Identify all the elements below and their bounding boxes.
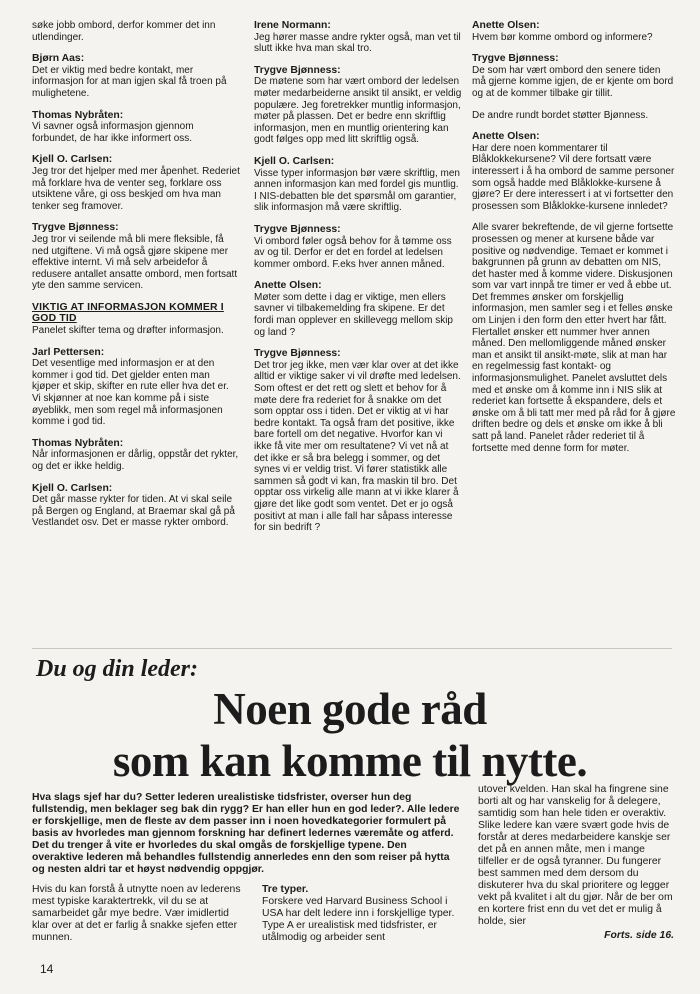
- statement-text: De som har vært ombord den senere tiden må gjerne komme igjen, de er kjente om bord og at de kommer tilbake gir tillit.: [472, 64, 674, 99]
- section-intro: Panelet skifter tema og drøfter informasjon.: [32, 325, 224, 337]
- speaker-name: Kjell O. Carlsen:: [254, 155, 335, 167]
- article-intro: Hva slags sjef har du? Setter lederen urealistiske tidsfrister, overser hun deg fullstendig, men beklager seg bak din rygg? Er han eller hun en god leder?. Alle ledere er forskjellige, men de fleste av dem passer inn i noen hovedkategorier formulert på basis av hvorledes man gjennom forskning har definert ledernes væremåte og atferd. Det du trenger å vite er hvorledes du skal omgås de forskjellige typene. Den overaktive lederen må behandles fullstendig annerledes enn den som reiser på hytta og nesten aldri tar et høyst nødvendig oppgjør.: [32, 792, 460, 875]
- section: [32, 302, 240, 337]
- page-number: 14: [40, 962, 54, 976]
- statement-text: Jeg hører masse andre rykter også, man vet til slutt ikke hva man skal tro.: [254, 31, 461, 55]
- speaker-name: Trygve Bjønness:: [254, 223, 341, 235]
- statement-text: Jeg tror det hjelper med mer åpenhet. Rederiet må forklare hva de venter seg, forklare oss utsiktene våre, gi oss beskjed om hva man tenker seg framover.: [32, 165, 240, 212]
- statement: [32, 53, 240, 99]
- statement: [254, 20, 462, 55]
- speaker-name: Jarl Pettersen:: [32, 346, 105, 358]
- article-column-2-text: Forskere ved Harvard Business School i USA har delt ledere inn i forskjellige typer. Type A er urealistisk med tidsfrister, er utålmodig og arbeider sent: [262, 896, 455, 943]
- paragraph-text: Alle svarer bekreftende, de vil gjerne fortsette prosessen og mener at kursene både var positive og nødvendige. Temaet er kommet i bakgrunnen på grunn av debatten om NIS, det haster med å komme videre. Diskusjonen som var vart innpå tre timer er ved å ebbe ut. Det fremmes ønsker om forskjellig informasjon, men samler seg i et felles ønske om Linjen i den form den etter hvert har fått. Flertallet ønsker ett nummer hver annen måned. Den mellomliggende måned ønsker man et ansikt til ansikt-møte, slik at man har en regelmessig fast kontakt- og informasjonsmulighet. Panelet avsluttet dels med et ønske om å komme inn i NIS slik at rederiet kan fortsette å ekspandere, dels et ønske om å bli tatt mer med på råd for å gjøre driften bedre og dels et ønske om ikke å bli satt på land. Panelet råder rederiet til å fortsette med denne form for møter.: [472, 222, 676, 454]
- speaker-name: Irene Normann:: [254, 20, 331, 31]
- paragraph: [472, 222, 676, 454]
- speaker-name: Anette Olsen:: [472, 131, 540, 143]
- statement: [32, 347, 240, 428]
- statement-text: Jeg tror vi seilende må bli mere fleksible, få ned utgiftene. Vi må også gjøre skipene mer effektive internt. Vi må selv arbeidefor å redusere antallet ansatte ombord, men fortsatt yte den samme servicen.: [32, 233, 238, 292]
- statement: [472, 53, 676, 99]
- article-column-2: [262, 884, 467, 944]
- statement-text: Møter som dette i dag er viktige, men ellers savner vi tilbakemelding fra skipene. Er det fordi man opplever en skillevegg mellom skip og land ?: [254, 291, 453, 338]
- speaker-name: Anette Olsen:: [254, 280, 322, 292]
- statement-text: Hvem bør komme ombord og informere?: [472, 31, 653, 43]
- statement-text: De møtene som har vært ombord der ledelsen møter medarbeiderne ansikt til ansikt, er veldig populære. Jeg foretrekker muntlig informasjon, møter på plassen. Det er bedre enn skriftlig informasjon, men en muntlig orientering kan godt følges opp med litt skriftlig også.: [254, 76, 462, 146]
- column-1: [32, 20, 240, 539]
- article-column-3: [478, 784, 674, 942]
- speaker-name: Kjell O. Carlsen:: [32, 154, 113, 166]
- statement-text: Det går masse rykter for tiden. At vi skal seile på Bergen og England, at Braemar skal gå på Vestlandet osv. Det er masse rykter ombord.: [32, 494, 235, 529]
- statement: [472, 131, 676, 212]
- paragraph-text: De andre rundt bordet støtter Bjønness.: [472, 109, 649, 121]
- section-heading: VIKTIG AT INFORMASJON KOMMER I GOD TID: [32, 301, 224, 325]
- statement-text: Vi ombord føler også behov for å tømme oss av og til. Derfor er det en fordel at ledelsen kommer ombord. F.eks hver annen måned.: [254, 235, 452, 270]
- statement: [254, 224, 462, 270]
- speaker-name: Trygve Bjønness:: [254, 64, 341, 76]
- statement-text: Det vesentlige med informasjon er at den kommer i god tid. Det gjelder enten man kjøper et skip, skifter en rute eller hva det er. Vi skjønner at noe kan komme på i siste øyeblikk, men som regel må informasjonen komme i god tid.: [32, 358, 229, 428]
- speaker-name: Anette Olsen:: [472, 20, 540, 31]
- statement-text: Det tror jeg ikke, men vær klar over at det ikke alltid er viktige saker vi vil drøfte med ledelsen. Som oftest er det rett og slett et behov for å møte dere fra rederiet for å snakke om det som opptar oss i tiden. Det er viktig at vi har bedre kontakt. Ta også fram det positive, ikke bare fortell om det negative. Hvorfor kan vi ikke få vite mer om resultatene? Vi vet nå at det ikke er så bra belegg i sommer, og det synes vi er veldig trist. Vi fører statistikk alle sammen så godt vi kan, fra maskin til bro. Det opptar oss virkelig alle mann at vi ikke klarer å gjøre det like godt som ventet. Det er jo også positivt at man i alle fall har såpass interesse for sin bedrift ?: [254, 359, 461, 534]
- statement: [254, 65, 462, 146]
- statement: [32, 483, 240, 529]
- statement: [32, 154, 240, 212]
- statement: [32, 110, 240, 145]
- statement-text: Visse typer informasjon bør være skriftlig, men annen informasjon kan med fordel gis muntlig. I NIS-debatten ble det spørsmål om garantier, slik informasjon må være skriftlig.: [254, 167, 460, 214]
- paragraph: [472, 110, 676, 122]
- article-column-3-text: utover kvelden. Han skal ha fingrene sine borti alt og har vanskelig for å delegere, samtidig som han hele tiden er overaktiv. Slike ledere kan være svært gode hvis de forstår at deres medarbeidere kanskje ser det på en annen måte, men i mange tilfeller er de også tyranner. Du fungerer best sammen med dem dersom du diskuterer hva du skal prioritere og legger vekt på kvalitet i alt du gjør. Når de ber om en kortere frist enn du vet det er mulig å holde, sier: [478, 784, 673, 927]
- article-column-1: Hvis du kan forstå å utnytte noen av lederens mest typiske karaktertrekk, vil du se at samarbeidet går mye bedre. Vær imidlertid klar over at det er farlig å snakke sjefen etter munnen.: [32, 884, 241, 943]
- speaker-name: Thomas Nybråten:: [32, 109, 124, 121]
- column-3: [472, 20, 676, 464]
- paragraph: [32, 20, 240, 43]
- paragraph-text: søke jobb ombord, derfor kommer det inn utlendinger.: [32, 20, 216, 43]
- statement-text: Når informasjonen er dårlig, oppstår det rykter, og det er ikke heldig.: [32, 449, 239, 472]
- article-subheading: Tre typer.: [262, 884, 309, 895]
- statement: [32, 222, 240, 292]
- statement: [472, 20, 676, 43]
- continued-note: Forts. side 16.: [604, 930, 674, 941]
- statement: [254, 280, 462, 338]
- article-headline: [40, 683, 660, 787]
- column-2: [254, 20, 462, 544]
- statement-text: Har dere noen kommentarer til Blåklokkekursene? Vil dere fortsatt være interessert i å ha ombord de samme personer som også hadde med Blåklokke-kursene å gjøre? Er dere interessert i at vi fortsetter den prosessen som Blåklokke-kursene innledet?: [472, 142, 675, 212]
- speaker-name: Trygve Bjønness:: [254, 348, 341, 360]
- speaker-name: Trygve Bjønness:: [472, 53, 559, 65]
- section-divider: [32, 648, 672, 649]
- speaker-name: Trygve Bjønness:: [32, 222, 119, 234]
- statement: [32, 438, 240, 473]
- speaker-name: Bjørn Aas:: [32, 53, 85, 65]
- statement: [254, 348, 462, 534]
- headline-line-2: som kan komme til nytte.: [112, 736, 588, 786]
- speaker-name: Thomas Nybråten:: [32, 437, 124, 449]
- statement-text: Det er viktig med bedre kontakt, mer informasjon for at man igjen skal få troen på mulighetene.: [32, 64, 227, 99]
- headline-line-1: Noen gode råd: [213, 684, 487, 734]
- statement-text: Vi savner også informasjon gjennom forbundet, de har ikke informert oss.: [32, 121, 194, 144]
- article-kicker: Du og din leder:: [36, 656, 198, 682]
- statement: [254, 156, 462, 214]
- speaker-name: Kjell O. Carlsen:: [32, 482, 113, 494]
